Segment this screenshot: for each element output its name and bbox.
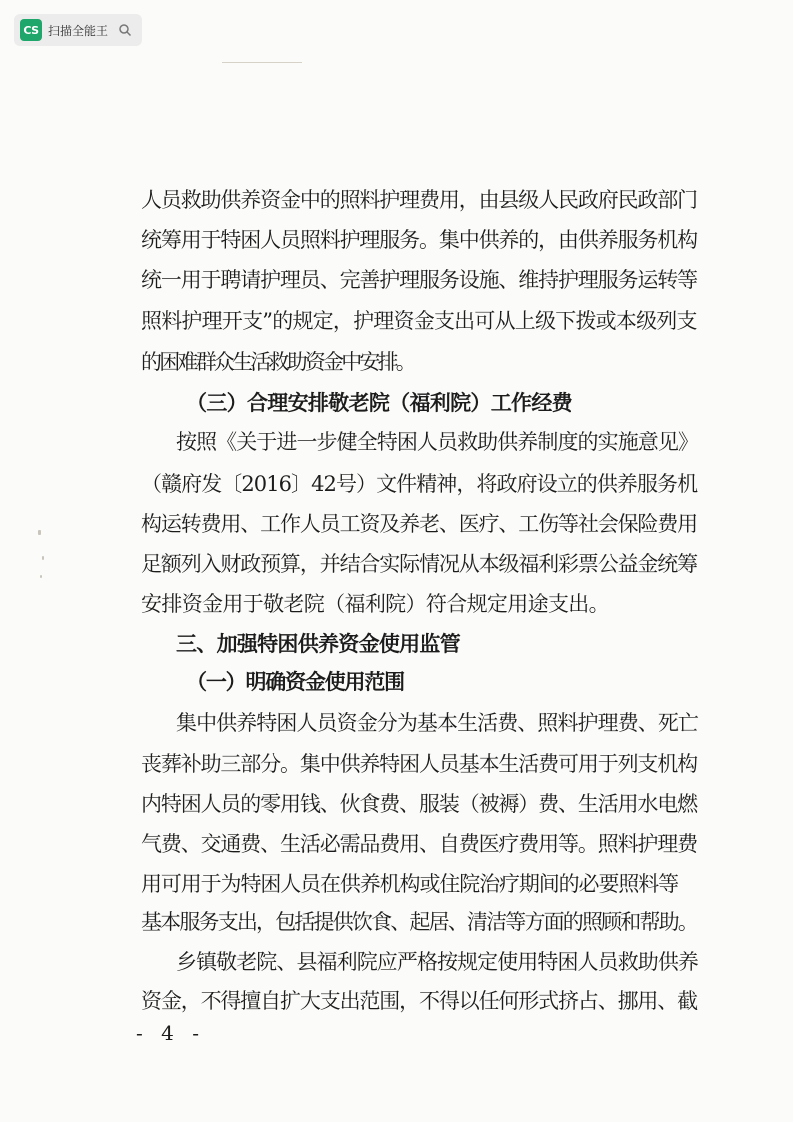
scan-speck (42, 556, 44, 560)
page-number: - 4 - (136, 1021, 205, 1045)
body-line: 的困难群众生活救助资金中安排。 (141, 350, 414, 374)
section-heading: 三、加强特困供养资金使用监管 (176, 632, 460, 656)
app-logo: CS (20, 19, 42, 41)
body-line: （赣府发〔2016〕42号）文件精神，将政府设立的供养服务机 (141, 472, 698, 496)
subsection-heading: （一）明确资金使用范围 (186, 669, 404, 694)
scan-speck (40, 575, 42, 578)
body-line: 照料护理开支”的规定，护理资金支出可从上级下拨或本级列支 (141, 309, 697, 333)
body-line: 集中供养特困人员资金分为基本生活费、照料护理费、死亡 (176, 711, 698, 735)
subsection-heading: （三）合理安排敬老院（福利院）工作经费 (186, 390, 572, 415)
body-line: 足额列入财政预算，并结合实际情况从本级福利彩票公益金统筹 (141, 552, 697, 576)
body-line: 统一用于聘请护理员、完善护理服务设施、维持护理服务运转等 (141, 268, 697, 292)
top-rule (222, 62, 302, 63)
body-line: 乡镇敬老院、县福利院应严格按规定使用特困人员救助供养 (176, 950, 698, 974)
body-line: 用可用于为特困人员在供养机构或住院治疗期间的必要照料等 (141, 872, 678, 896)
body-line: 基本服务支出，包括提供饮食、起居、清洁等方面的照顾和帮助。 (141, 910, 697, 934)
body-line: 丧葬补助三部分。集中供养特困人员基本生活费可用于列支机构 (141, 752, 697, 776)
body-line: 按照《关于进一步健全特困人员救助供养制度的实施意见》 (176, 430, 698, 454)
body-line: 安排资金用于敬老院（福利院）符合规定用途支出。 (141, 592, 609, 616)
body-line: 资金，不得擅自扩大支出范围，不得以任何形式挤占、挪用、截 (141, 989, 697, 1013)
scanner-app-badge[interactable] (14, 14, 142, 46)
scan-speck (38, 530, 41, 535)
body-line: 气费、交通费、生活必需品费用、自费医疗费用等。照料护理费 (141, 832, 697, 856)
app-name: 扫描全能王 (48, 23, 109, 38)
body-line: 人员救助供养资金中的照料护理费用，由县级人民政府民政部门 (141, 188, 697, 212)
search-icon[interactable] (118, 23, 132, 37)
body-line: 构运转费用、工作人员工资及养老、医疗、工伤等社会保险费用 (141, 512, 697, 536)
body-line: 统筹用于特困人员照料护理服务。集中供养的，由供养服务机构 (141, 228, 697, 252)
body-line: 内特困人员的零用钱、伙食费、服装（被褥）费、生活用水电燃 (141, 792, 697, 816)
